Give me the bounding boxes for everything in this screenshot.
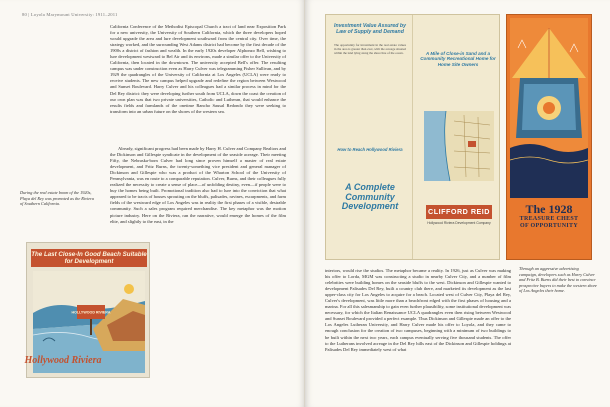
treasure-chest-year: The 1928 (525, 202, 573, 216)
body-text-mid (110, 146, 286, 242)
pamphlet-subbrand: Hollywood Riviera Development Company (427, 221, 491, 225)
riviera-sign-text: HOLLYWOOD RIVIERA (71, 310, 111, 315)
image-caption-left: During the real estate boom of the 1920s, Playa del Rey was promoted as the Riviera of Southern California. (20, 190, 94, 207)
pamphlet-text-a: The opportunity for investment in the real estate values in the area is greater than ever, with the acreage situated within the land lying along the shore line of the ocean. (334, 43, 406, 56)
poster-banner (31, 249, 147, 267)
treasure-chest-line2: OF OPPORTUNITY (520, 223, 578, 229)
paragraph-1: California Conference of the Methodist Episcopal Church a tract of land near Exposition Park for a new university, the University of Southern California, which the three developers hoped would upgrade the area and lure development southward from the central city. Over time, the strategy worked, and the surrounding West Adams district had become by the first decade of the 1900s a district of fashion and wealth. In the early 1920s developer Alphonzo Bell, wishing to lure development westward to Bel Air and its environs, made a similar offer to the University of California, then located in the downtown. The university accepted Bell's offer. The resulting campus was under construction even as Harry Culver was telegramming Fisher Sullivan, and by 1929 the quadrangles of the University of California at Los Angeles (UCLA) were ready to receive students. The new campus helped upgrade and redefine the region between Westwood and Sunset Boulevard. Harry Culver and his colleagues had a similar process in mind for the Del Rey district: they were developing further south from UCLA, down the coast the creation of our own plan was that two private universities, Catholic and Lutheran, that would enhance the results fields and farmlands of the onetime Rancho Sausal Redondo they were seeking to transform into an urban future on the shores of the western sea. (110, 24, 286, 114)
body-text-top (110, 24, 286, 115)
pamphlet-reach-heading: How to Reach Hollywood Riviera (337, 147, 403, 152)
body-text-wrap (156, 246, 242, 386)
body-text-right (325, 268, 511, 394)
riviera-coast-illustration (24, 271, 145, 373)
pamphlet-heading-top: Investment Value Assured by Law of Supply and Demand (334, 23, 406, 35)
pamphlet-map-illustration (424, 111, 494, 181)
hollywood-riviera-pamphlet (325, 14, 500, 260)
treasure-chest-illustration (510, 18, 588, 198)
hollywood-riviera-poster (26, 242, 150, 378)
treasure-chest-poster (506, 14, 592, 260)
image-caption-right: Through an aggressive advertising campaign, developers such as Harry Culver and Fritz B. Burns did their best to convince prospective buyers to make the western shore of Los Angeles their home. (519, 266, 597, 294)
page-folio: 80 | Loyola Marymount University: 1911–2011 (22, 12, 118, 17)
treasure-chest-title (509, 203, 589, 230)
paragraph-2: Already, significant progress had been made by Harry H. Culver and Company Realtors and the Dickinson and Gillespie syndicate in the development of the seaside acreage. Their meeting Fifty, the Nebraska-born Culver had long since proven himself a master of real estate development, and Fritz Burns, the twenty-something vice president and general manager of Dickinson and Gillespie who was a product of the Wharton School of the University of Pennsylvania, was en route to a comparable reputation. Culver, Burns, and their colleagues fully realized the necessity to create a sense of place—of unfolding destiny, even—if people were to buy the homes being built. Promotional tradition also had to lure into the conviction that what appeared to be tracts of houses sprouting on the bluffs, palisades, ravines, escarpments, and farm fields of the westward edge of Los Angeles was in reality the first phases of a visible, desirable community. Such a sales program required merchandise. The key metaphor was the motion picture industry. Here on the Riviera, ran the narrative, would emerge the homes of the film elite, and slightly to the east, in the (110, 146, 286, 224)
treasure-chest-line1: TREASURE CHEST (519, 216, 579, 222)
pamphlet-heading-mid: A Mile of Close-in Sand and a Community Recreational Home for Home Site Owners (420, 51, 496, 67)
pamphlet-fold (412, 15, 413, 259)
clifford-reid-brand: CLIFFORD REID (426, 205, 492, 219)
right-page (305, 0, 610, 407)
paragraph-right: interiors, would rise the studios. The metaphor became a reality. In 1926, just as Culver was making his offer to Lorda, MGM was constructing a studio in nearby Culver City, and a number of film celebrities were building homes on the seaside bluffs to the west. Dickinson and Gillespie wanted to development Palisades Del Rey, built a country club there, and marketed its development as the last upper-class city for Los Angeles to acquire for a beach. Located west of Culver City, Playa del Rey, Culver's development, was little more than a beachfront edged with the first phases of housing and a marina. For all this salesmanship to gain even further plausibility, some institutional development was necessary, for which the Italian Renaissance UCLA quadrangles even then rising between Westwood and Sunset Boulevard provided a perfect example. Thus Dickinson and Gillespie made an offer to the Los Angeles Lutheran University, and Harry Culver made his offer to Loyola, and they came to enough conclusion for the creation of two campuses, beginning with a minimum of two buildings to be built within the next two years, each campus eventually serving five thousand students. The offer to the Lutherans involved acreage in the Del Rey hills east of the Dickinson and Gillespie holdings at Palisades Del Rey immediately west of what (325, 268, 511, 352)
poster-banner-text: The Last Close-In Good Beach Suitable for Development (31, 251, 147, 265)
riviera-script-title: Hollywood Riviera (24, 355, 102, 366)
pamphlet-heading-bottom: A Complete Community Development (341, 182, 399, 212)
